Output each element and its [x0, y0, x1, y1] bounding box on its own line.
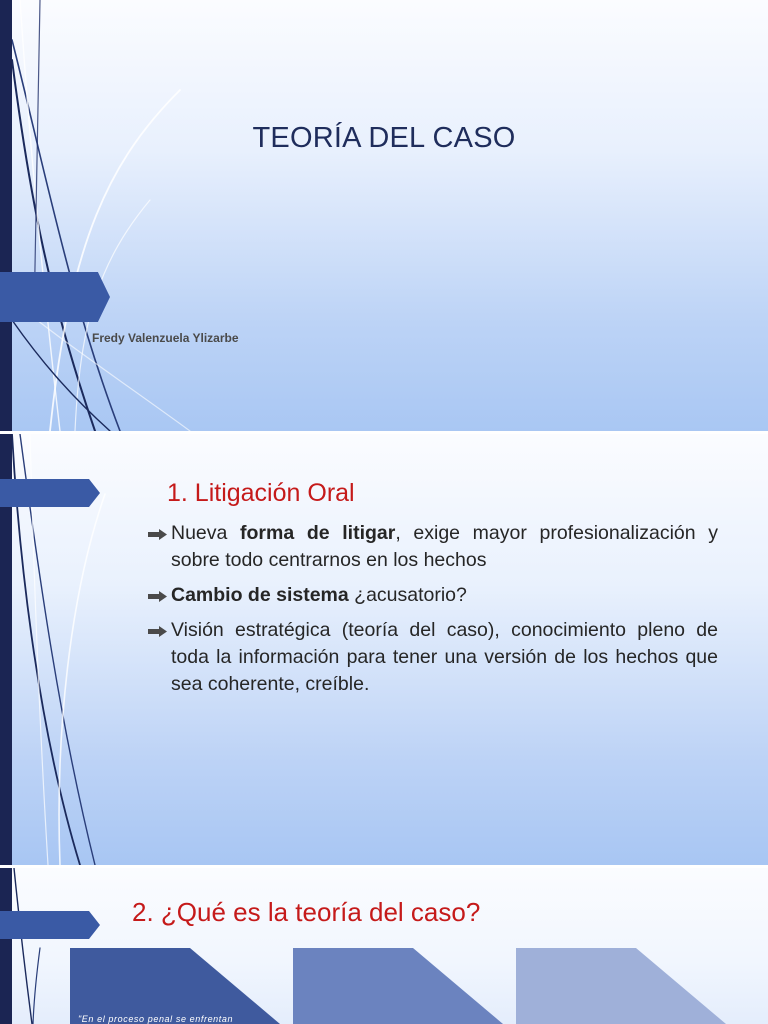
slide-litigacion — [0, 434, 768, 865]
bullet-text-post: ¿acusatorio? — [348, 584, 467, 606]
concept-card-2 — [293, 948, 503, 1024]
section-heading: 1. Litigación Oral — [167, 479, 355, 507]
card-quote-text: "En el proceso penal se enfrentan — [78, 1014, 234, 1024]
bullet-text-bold: Cambio de sistema — [171, 584, 349, 606]
tab-marker — [0, 479, 100, 507]
arrow-bullet-icon — [148, 591, 167, 602]
list-item — [148, 617, 718, 698]
slide-title — [0, 0, 768, 431]
section-heading: 2. ¿Qué es la teoría del caso? — [132, 897, 481, 927]
list-item — [148, 520, 718, 574]
author-name: Fredy Valenzuela Ylizarbe — [92, 331, 239, 345]
bullet-list — [148, 520, 718, 706]
list-item — [148, 582, 718, 609]
decorative-swirls — [0, 0, 768, 431]
bullet-text-post: , exige mayor profesionalización y sobre todo centrarnos en los hechos — [171, 522, 718, 571]
tab-marker — [0, 911, 100, 939]
concept-card-1 — [70, 948, 280, 1024]
concept-card-3 — [516, 948, 726, 1024]
tab-marker — [0, 272, 110, 322]
sidebar-bar — [0, 868, 12, 1024]
sidebar-bar — [0, 0, 12, 431]
bullet-text-pre: Nueva — [171, 522, 241, 544]
slide-title-text: TEORÍA DEL CASO — [252, 122, 516, 154]
bullet-text-bold: forma de litigar — [240, 522, 396, 544]
bullet-text-pre: Visión estratégica (teoría del caso), conocimiento pleno de toda la información para tener una versión de los hechos que sea coherente, creíble. — [171, 619, 718, 695]
slide-que-es — [0, 868, 768, 1024]
arrow-bullet-icon — [148, 626, 167, 637]
arrow-bullet-icon — [148, 529, 167, 540]
